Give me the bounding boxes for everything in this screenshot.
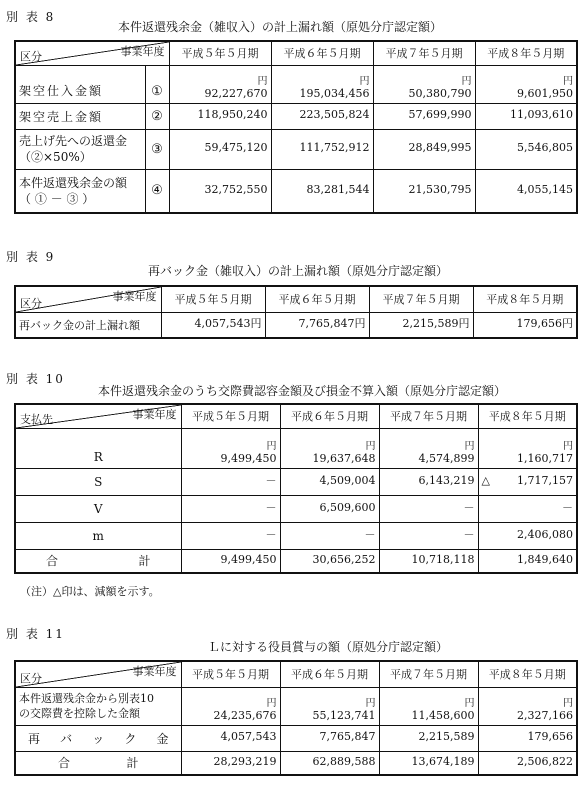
- header-cell: 平成７年５月期: [369, 286, 473, 312]
- row-label: m: [15, 522, 181, 549]
- value-cell: 21,530,795: [373, 169, 475, 213]
- value-cell: 28,293,219: [181, 751, 280, 775]
- value-cell: 円 19,637,648: [280, 428, 379, 468]
- table11-title: Ｌに対する役員賞与の額（原処分庁認定額）: [208, 640, 449, 654]
- value-cell: －: [478, 495, 577, 522]
- row-mark: ④: [145, 169, 169, 213]
- header-cell: 平成７年５月期: [373, 41, 475, 65]
- header-cell: 平成５年５月期: [181, 404, 280, 428]
- value-cell: 6,143,219: [379, 468, 478, 495]
- table-row-total: [15, 549, 577, 573]
- total-label: 合 計: [15, 549, 181, 573]
- row-mark: ③: [145, 129, 169, 169]
- table8-label: 別 表 8: [6, 10, 56, 24]
- table-row: [15, 725, 577, 751]
- value-cell: 11,093,610: [475, 103, 577, 129]
- table-row-total: [15, 751, 577, 775]
- table9: [14, 285, 578, 339]
- table-row: [15, 129, 577, 169]
- table-row: [15, 428, 577, 468]
- value-cell: 4,057,543: [181, 725, 280, 751]
- header-cell: 平成５年５月期: [181, 661, 280, 687]
- value-cell: 28,849,995: [373, 129, 475, 169]
- value-cell: 118,950,240: [169, 103, 271, 129]
- table8: [14, 40, 578, 214]
- header-cell: 平成６年５月期: [271, 41, 373, 65]
- value-cell: 59,475,120: [169, 129, 271, 169]
- table9-title: 再バック金（雑収入）の計上漏れ額（原処分庁認定額）: [148, 264, 449, 278]
- header-cell: 平成８年５月期: [478, 661, 577, 687]
- row-mark: ①: [145, 65, 169, 103]
- value-cell: 円 2,327,166: [478, 687, 577, 725]
- value-cell: 32,752,550: [169, 169, 271, 213]
- value-cell: 4,057,543円: [161, 312, 265, 338]
- value-cell: 2,215,589円: [369, 312, 473, 338]
- header-cell: 平成８年５月期: [478, 404, 577, 428]
- value-cell: 83,281,544: [271, 169, 373, 213]
- row-label: V: [15, 495, 181, 522]
- value-cell: 30,656,252: [280, 549, 379, 573]
- value-cell: 円 50,380,790: [373, 65, 475, 103]
- value-cell: 179,656: [478, 725, 577, 751]
- value-cell: 2,406,080: [478, 522, 577, 549]
- table-row: [15, 495, 577, 522]
- row-label: 再 バ ッ ク 金: [15, 725, 181, 751]
- table11: [14, 660, 578, 776]
- value-cell: 2,506,822: [478, 751, 577, 775]
- value-cell: －: [379, 495, 478, 522]
- header-cell: 平成６年５月期: [265, 286, 369, 312]
- value-cell: 4,509,004: [280, 468, 379, 495]
- value-cell: 円 4,574,899: [379, 428, 478, 468]
- value-cell: 円 1,160,717: [478, 428, 577, 468]
- table-row: [15, 522, 577, 549]
- value-cell: 円 195,034,456: [271, 65, 373, 103]
- value-cell: 9,499,450: [181, 549, 280, 573]
- value-cell: 7,765,847: [280, 725, 379, 751]
- table11-label: 別 表 11: [6, 627, 65, 641]
- row-label: 架空仕入金額: [15, 65, 145, 103]
- row-label: 本件返還残余金の額 （ ① － ③ ）: [15, 169, 145, 213]
- header-cell: 平成８年５月期: [475, 41, 577, 65]
- value-cell: －: [280, 522, 379, 549]
- value-cell: 円 55,123,741: [280, 687, 379, 725]
- value-cell: 57,699,990: [373, 103, 475, 129]
- value-cell: 円 9,601,950: [475, 65, 577, 103]
- value-cell: 円 92,227,670: [169, 65, 271, 103]
- table-row: [15, 169, 577, 213]
- row-label: 架空売上金額: [15, 103, 145, 129]
- value-cell: 6,509,600: [280, 495, 379, 522]
- table8-title: 本件返還残余金（雑収入）の計上漏れ額（原処分庁認定額）: [118, 20, 443, 34]
- value-cell: 円 9,499,450: [181, 428, 280, 468]
- value-cell: －: [181, 522, 280, 549]
- header-cell: 平成７年５月期: [379, 404, 478, 428]
- table-row: [15, 312, 577, 338]
- header-cell: 平成７年５月期: [379, 661, 478, 687]
- table-row: [15, 687, 577, 725]
- header-cell: 平成６年５月期: [280, 404, 379, 428]
- value-cell: －: [181, 495, 280, 522]
- table10: [14, 403, 578, 574]
- total-label: 合 計: [15, 751, 181, 775]
- header-cell: 平成８年５月期: [473, 286, 577, 312]
- table10-corner: 支払先 事業年度: [15, 404, 181, 428]
- row-label: 売上げ先への返還金 （②×50%）: [15, 129, 145, 169]
- table-row: [15, 468, 577, 495]
- table-row: [15, 65, 577, 103]
- value-cell: 223,505,824: [271, 103, 373, 129]
- value-cell: △ 1,717,157: [478, 468, 577, 495]
- table10-label: 別 表 10: [6, 372, 65, 386]
- value-cell: 円 11,458,600: [379, 687, 478, 725]
- value-cell: 4,055,145: [475, 169, 577, 213]
- table11-corner: 区分 事業年度: [15, 661, 181, 687]
- row-mark: ②: [145, 103, 169, 129]
- row-label: R: [15, 428, 181, 468]
- value-cell: 7,765,847円: [265, 312, 369, 338]
- value-cell: 10,718,118: [379, 549, 478, 573]
- table9-corner: 区分 事業年度: [15, 286, 161, 312]
- value-cell: －: [181, 468, 280, 495]
- decrease-mark: △: [481, 473, 490, 487]
- table-row: [15, 103, 577, 129]
- table10-title: 本件返還残余金のうち交際費認容金額及び損金不算入額（原処分庁認定額）: [98, 384, 507, 398]
- row-label: 本件返還残余金から別表10 の交際費を控除した金額: [15, 687, 181, 725]
- header-cell: 平成５年５月期: [169, 41, 271, 65]
- value-cell: 62,889,588: [280, 751, 379, 775]
- value-cell: 111,752,912: [271, 129, 373, 169]
- table8-corner: 区分 事業年度: [15, 41, 169, 65]
- value-cell: 13,674,189: [379, 751, 478, 775]
- value-cell: 179,656円: [473, 312, 577, 338]
- value-cell: 2,215,589: [379, 725, 478, 751]
- header-cell: 平成６年５月期: [280, 661, 379, 687]
- row-label: S: [15, 468, 181, 495]
- table10-note: （注）△印は、減額を示す。: [20, 585, 160, 598]
- row-label: 再バック金の計上漏れ額: [15, 312, 161, 338]
- header-cell: 平成５年５月期: [161, 286, 265, 312]
- value-cell: 1,849,640: [478, 549, 577, 573]
- value-cell: 円 24,235,676: [181, 687, 280, 725]
- value-cell: －: [379, 522, 478, 549]
- value-cell: 5,546,805: [475, 129, 577, 169]
- table9-label: 別 表 9: [6, 250, 56, 264]
